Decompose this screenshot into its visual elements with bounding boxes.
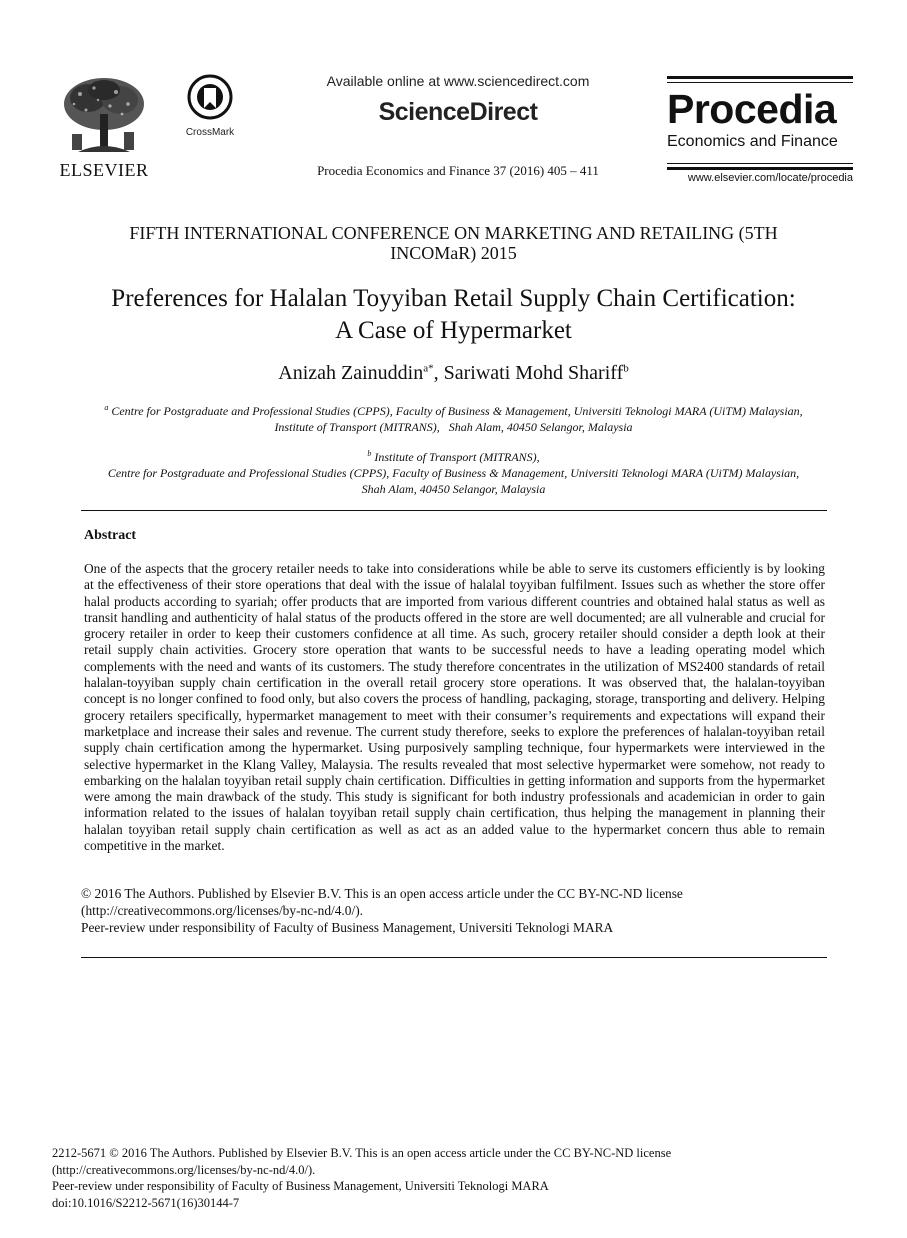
footer-peer-review: Peer-review under responsibility of Faculty of Business Management, Universiti Teknologi MARA [52,1179,549,1193]
author-separator: , [433,362,444,384]
affiliation-line: Shah Alam, 40450 Selangor, Malaysia [361,482,546,496]
license-link[interactable]: (http://creativecommons.org/licenses/by-nc-nd/4.0/). [81,903,364,918]
affiliation-mark: a [104,403,109,412]
affiliation-line: Institute of Transport (MITRANS), [374,450,540,464]
author-name: Sariwati Mohd Shariff [443,362,624,384]
available-online-text: Available online at www.sciencedirect.com [326,73,590,89]
journal-reference: Procedia Economics and Finance 37 (2016) 405 – 411 [317,163,599,178]
copyright-notice [81,885,827,936]
procedia-masthead [667,76,853,184]
footer-license-link[interactable]: (http://creativecommons.org/licenses/by-nc-nd/4.0/). [52,1162,316,1177]
author-list [90,362,817,385]
abstract-body: One of the aspects that the grocery retailer needs to take into considerations while be able to serve its customers efficiently is by looking at the effectiveness of their store operations that deal with the issue of halalal toyyiban fulfilment. Issues such as whether the store offer halal products according to syariah; offer products that are imported from various different countries and obtained halal status as well as transit handling and authenticity of halal status of the products offered in the store are well documented; are all vulnerable and crucial for grocery retailer in order to keep their customers confidence at all time. As such, grocery retailer should consider a depth look at their retail supply chain activities. Grocery store operation that wants to be successful needs to have a leading operating model which complements with the need and wants of its customers. The study therefore concentrates in the utilization of MS2400 standards of retail halalan-toyyiban supply chain certification in the overall retail grocery store operations. It was observed that, the halalan-toyyiban concept is no longer confined to food only, but also covers the process of handling, packaging, storage, transporting and delivery. Helping grocery retailers specifically, hypermarket management to meet with their consumer’s requirements and expectations will expand their marketplace and increase their sales and revenue. The current study therefore, seeks to explore the preferences of halalan-toyyiban retail supply chain certification among the hypermarket. Using purposively sampling technique, four hypermarkets were interviewed in the selective hypermarket in the Klang Valley, Malaysia. The results revealed that most selective hypermarket were somehow, not ready to embarking on the halalan toyyiban retail supply chain certification. Difficulties in getting information and supports from the hypermarket were among the main drawback of the study. This study is significant for both industry professionals and academician in order to gain information related to the issues of halalan toyyiban retail supply chain certification, thus helping the management in planning their halalan toyyiban retail supply chain certification as well as act as an added value to the hypermarket concern thus able to remain competitive in the market. [84,561,825,854]
affiliation-line: Centre for Postgraduate and Professional Studies (CPPS), Faculty of Business & Management, Universiti Teknologi MARA (UiTM) Malaysian, [107,466,800,480]
affiliation-line: Institute of Transport (MITRANS), Shah Alam, 40450 Selangor, Malaysia [274,420,633,434]
peer-review-note: Peer-review under responsibility of Faculty of Business Management, Universiti Teknologi MARA [81,920,614,935]
affiliation-a [60,400,847,435]
title-line: A Case of Hypermarket [335,317,572,344]
sciencedirect-wordmark: ScienceDirect [378,98,538,126]
masthead-rule [667,167,853,170]
journal-url-link[interactable]: www.elsevier.com/locate/procedia [687,172,853,184]
elsevier-logo [58,74,150,178]
masthead-rule [667,76,853,79]
copyright-line: © 2016 The Authors. Published by Elsevier B.V. This is an open access article under the CC BY-NC-ND license [81,886,683,901]
title-line: Preferences for Halalan Toyyiban Retail Supply Chain Certification: [111,285,796,312]
section-divider [81,510,827,511]
crossmark-label: CrossMark [185,127,235,138]
abstract-heading: Abstract [84,528,137,543]
page-footer [52,1145,852,1211]
masthead-rule [667,82,853,83]
affiliation-b [60,446,847,497]
affiliation-mark: b [367,449,372,458]
masthead-rule [667,163,853,164]
author-affiliation-mark: a* [423,362,434,375]
section-divider [81,957,827,958]
author-affiliation-mark: b [623,362,629,375]
footer-doi[interactable]: doi:10.1016/S2212-5671(16)30144-7 [52,1195,240,1210]
crossmark-badge[interactable] [180,74,240,138]
affiliation-line: Centre for Postgraduate and Professional Studies (CPPS), Faculty of Business & Management, Universiti Teknologi MARA (UiTM) Malaysian, [111,404,803,418]
footer-issn-copyright: 2212-5671 © 2016 The Authors. Published by Elsevier B.V. This is an open access article under the CC BY-NC-ND license [52,1146,672,1160]
journal-brand: Procedia [667,86,837,132]
elsevier-tree-icon [58,74,150,158]
conference-name: FIFTH INTERNATIONAL CONFERENCE ON MARKETING AND RETAILING (5TH INCOMaR) 2015 [129,223,778,263]
crossmark-icon [187,74,233,120]
author-name: Anizah Zainuddin [278,362,424,384]
paper-title [60,283,847,347]
journal-subtitle: Economics and Finance [667,133,838,150]
elsevier-wordmark: ELSEVIER [59,160,149,180]
